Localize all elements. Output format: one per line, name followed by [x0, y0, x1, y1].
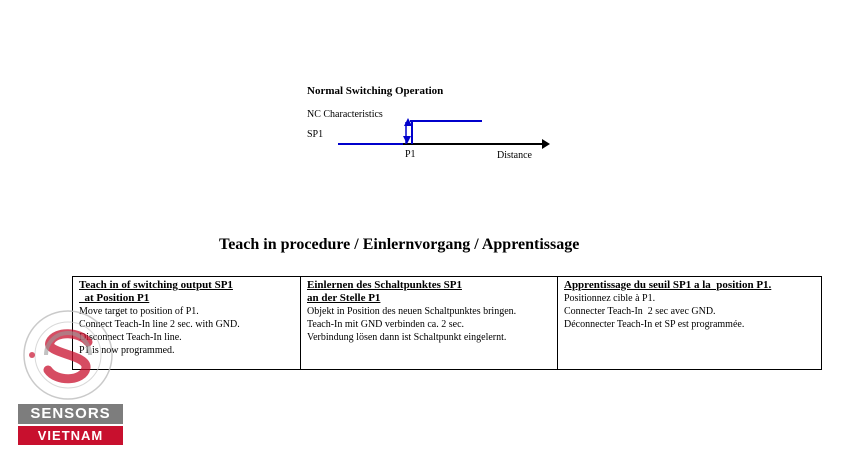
column-body: [564, 292, 815, 331]
distance-axis-arrowhead: [542, 139, 550, 149]
column-title: [79, 279, 294, 305]
title-line: Teach in of switching output SP1: [79, 279, 233, 291]
body-line: Objekt in Position des neuen Schaltpunktes bringen.: [307, 306, 517, 317]
characteristic-label: NC Characteristics: [307, 109, 383, 120]
point-label: P1: [405, 149, 416, 160]
body-line: Connect Teach-In line 2 sec. with GND.: [79, 319, 240, 330]
diagram-graphic: [330, 110, 555, 155]
body-line: Positionnez cible à P1.: [564, 293, 656, 304]
axis-label: Distance: [497, 150, 532, 161]
title-line: at Position P1: [79, 292, 150, 304]
body-line: Connecter Teach-In 2 sec avec GND.: [564, 306, 716, 317]
body-line: Verbindung lösen dann ist Schaltpunkt eingelernt.: [307, 332, 507, 343]
body-line: Disconnect Teach-In line.: [79, 332, 182, 343]
title-line: Apprentissage du seuil SP1 a la position P1.: [564, 279, 772, 291]
title-line: an der Stelle P1: [307, 292, 381, 304]
column-title: [564, 279, 815, 292]
body-line: Déconnecter Teach-In et SP est programmée.: [564, 319, 745, 330]
column-body: [307, 305, 551, 344]
title-line: Einlernen des Schaltpunktes SP1: [307, 279, 462, 291]
brand-line-sensors: SENSORS: [18, 404, 123, 424]
signal-label: SP1: [307, 129, 324, 140]
sensors-vietnam-watermark: [18, 308, 128, 446]
brand-line-vietnam: VIETNAM: [18, 426, 123, 445]
body-line: Teach-In mit GND verbinden ca. 2 sec.: [307, 319, 465, 330]
body-line: P1 is now programmed.: [79, 345, 175, 356]
diagram-title: Normal Switching Operation: [307, 85, 444, 97]
logo-emblem-icon: [18, 308, 128, 406]
procedure-table: [72, 276, 822, 370]
column-french: [557, 277, 821, 369]
column-german: [300, 277, 557, 369]
body-line: Move target to position of P1.: [79, 306, 199, 317]
column-title: [307, 279, 551, 305]
teach-arrow-down: [403, 136, 411, 144]
procedure-heading: Teach in procedure / Einlernvorgang / Apprentissage: [219, 236, 580, 253]
